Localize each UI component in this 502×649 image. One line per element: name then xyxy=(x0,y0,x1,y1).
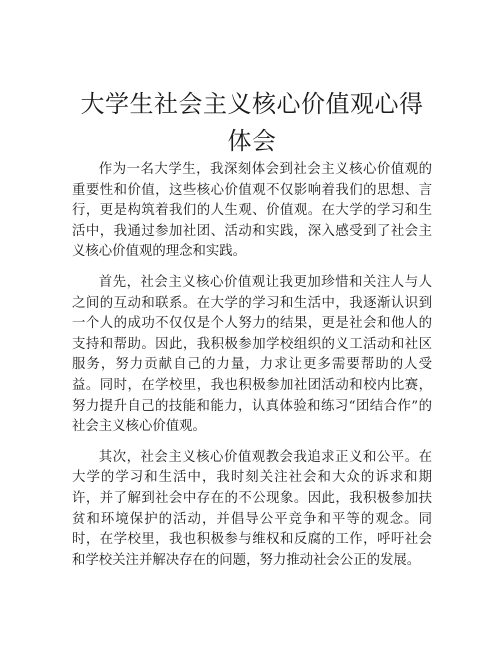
paragraph-1: 作为一名大学生，我深刻体会到社会主义核心价值观的重要性和价值，这些核心价值观不仅影响着我们的思想、言行，更是构筑着我们的人生观、价值观。在大学的学习和生活中，我通过参加社团、活动和实践，深入感受到了社会主义核心价值观的理念和实践。 xyxy=(72,162,432,260)
paragraph-2: 首先，社会主义核心价值观让我更加珍惜和关注人与人之间的互动和联系。在大学的学习和生活中，我逐渐认识到一个人的成功不仅仅是个人努力的结果，更是社会和他人的支持和帮助。因此，我积极参加学校组织的义工活动和社区服务，努力贡献自己的力量，力求让更多需要帮助的人受益。同时，在学校里，我也积极参加社团活动和校内比赛，努力提升自己的技能和能力，认真体验和练习“团结合作”的社会主义核心价值观。 xyxy=(72,274,432,435)
paragraph-3: 其次，社会主义核心价值观教会我追求正义和公平。在大学的学习和生活中，我时刻关注社会和大众的诉求和期许，并了解到社会中存在的不公现象。因此，我积极参加扶贫和环境保护的活动，并倡导公平竞争和平等的观念。同时，在学校里，我也积极参与维权和反腐的工作，呼吁社会和学校关注并解决存在的问题，努力推动社会公正的发展。 xyxy=(72,449,432,568)
document-title: 大学生社会主义核心价值观心得体会 xyxy=(80,90,424,155)
document-body xyxy=(72,160,432,581)
